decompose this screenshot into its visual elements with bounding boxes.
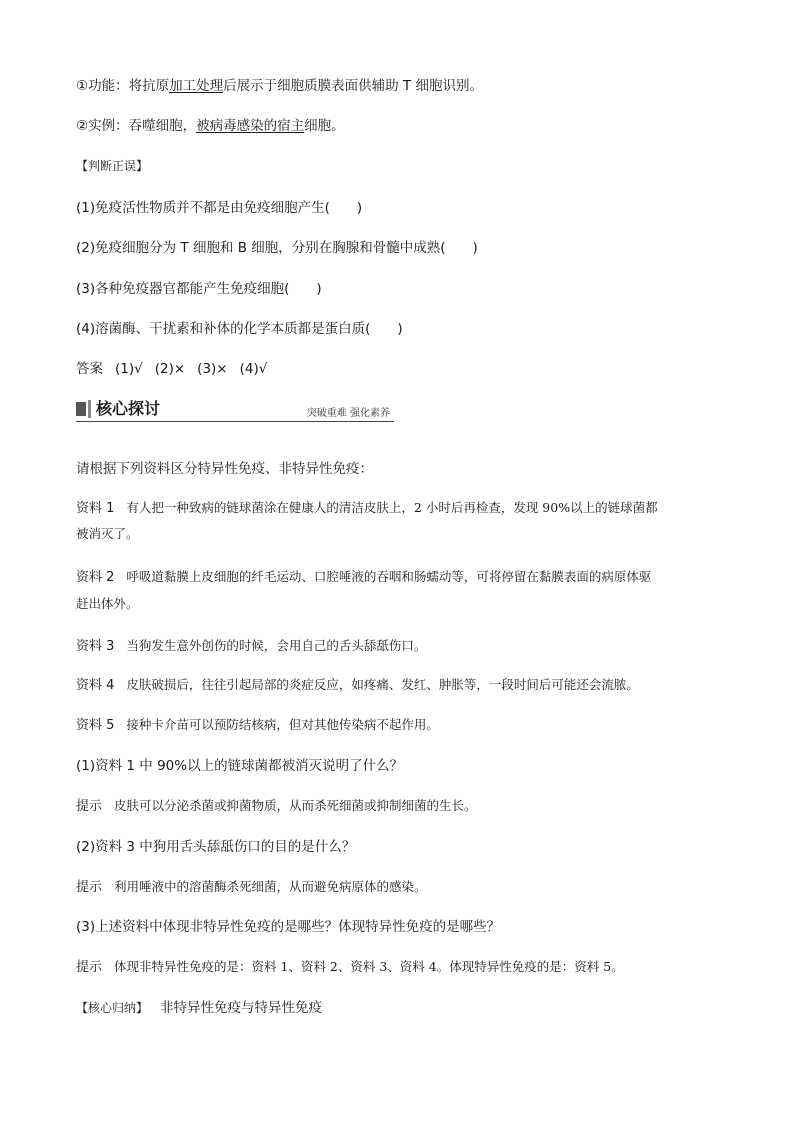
- answer-value: (2)×: [154, 361, 186, 377]
- section-marker-icon: [76, 402, 86, 416]
- judge-item: (2)免疫细胞分为 T 细胞和 B 细胞，分别在胸腺和骨髓中成熟( ): [76, 240, 478, 256]
- hint-label: 提示: [76, 880, 103, 895]
- answer-value: (4)√: [239, 361, 268, 377]
- answer-value: (1)√: [115, 361, 143, 377]
- hint-2: 提示 利用唾液中的溶菌酶杀死细菌，从而避免病原体的感染。: [76, 879, 427, 895]
- material-2-cont: 赶出体外。: [76, 596, 139, 611]
- question-2: (2)资料 3 中狗用舌头舔舐伤口的目的是什么？: [76, 839, 356, 855]
- section-marker-stripe: [88, 400, 91, 418]
- material-label: 资料 4: [76, 678, 115, 693]
- material-1-cont: 被消灭了。: [76, 526, 139, 541]
- section-subtitle: 突破重难 强化素养: [306, 408, 390, 419]
- answer-line: [76, 360, 267, 378]
- material-4: 资料 4 皮肤破损后，往往引起局部的炎症反应，如疼痛、发红、肿胀等，一段时间后可能还会流脓。: [76, 677, 639, 693]
- section-title: 核心探讨: [96, 399, 161, 418]
- material-label: 资料 1: [76, 501, 115, 516]
- example-line: ②实例：吞噬细胞，被病毒感染的宿主细胞。: [76, 118, 345, 134]
- hint-label: 提示: [76, 799, 103, 814]
- underlined-term: 被病毒感染的: [196, 118, 278, 134]
- material-label: 资料 5: [76, 718, 115, 733]
- material-label: 资料 3: [76, 639, 115, 654]
- underlined-term: 加工处理: [169, 78, 224, 94]
- judge-item: (4)溶菌酶、干扰素和补体的化学本质都是蛋白质( ): [76, 321, 403, 337]
- summary-line: [76, 999, 322, 1017]
- material-1: 资料 1 有人把一种致病的链球菌涂在健康人的清洁皮肤上，2 小时后再检查，发现 90%以上的链球菌都: [76, 500, 658, 516]
- hint-3: 提示 体现非特异性免疫的是：资料 1、资料 2、资料 3、资料 4。体现特异性免疫的是：资料 5。: [76, 959, 624, 975]
- question-1: (1)资料 1 中 90%以上的链球菌都被消灭说明了什么？: [76, 758, 404, 774]
- answer-value: (3)×: [197, 361, 228, 377]
- section-header: [76, 398, 394, 422]
- function-line: ①功能：将抗原加工处理后展示于细胞质膜表面供辅助 T 细胞识别。: [76, 78, 483, 94]
- material-5: 资料 5 接种卡介苗可以预防结核病，但对其他传染病不起作用。: [76, 717, 439, 733]
- summary-label: 【核心归纳】: [76, 1001, 149, 1015]
- hint-1: 提示 皮肤可以分泌杀菌或抑菌物质，从而杀死细菌或抑制细菌的生长。: [76, 798, 477, 814]
- material-2: 资料 2 呼吸道黏膜上皮细胞的纤毛运动、口腔唾液的吞咽和肠蠕动等，可将停留在黏膜表面的病原体驱: [76, 569, 652, 585]
- judge-item: (3)各种免疫器官都能产生免疫细胞( ): [76, 281, 322, 297]
- material-label: 资料 2: [76, 570, 115, 585]
- material-3: 资料 3 当狗发生意外创伤的时候，会用自己的舌头舔舐伤口。: [76, 638, 427, 654]
- summary-text: 非特异性免疫与特异性免疫: [160, 1000, 323, 1016]
- hint-label: 提示: [76, 960, 103, 975]
- answer-label: 答案: [76, 361, 103, 377]
- underlined-term: 宿主: [277, 118, 305, 134]
- judge-heading: 【判断正误】: [76, 159, 149, 173]
- intro-text: 请根据下列资料区分特异性免疫、非特异性免疫：: [76, 461, 373, 477]
- question-3: (3)上述资料中体现非特异性免疫的是哪些？体现特异性免疫的是哪些？: [76, 919, 501, 935]
- section-divider: [76, 421, 394, 422]
- judge-item: (1)免疫活性物质并不都是由免疫细胞产生( ): [76, 200, 363, 216]
